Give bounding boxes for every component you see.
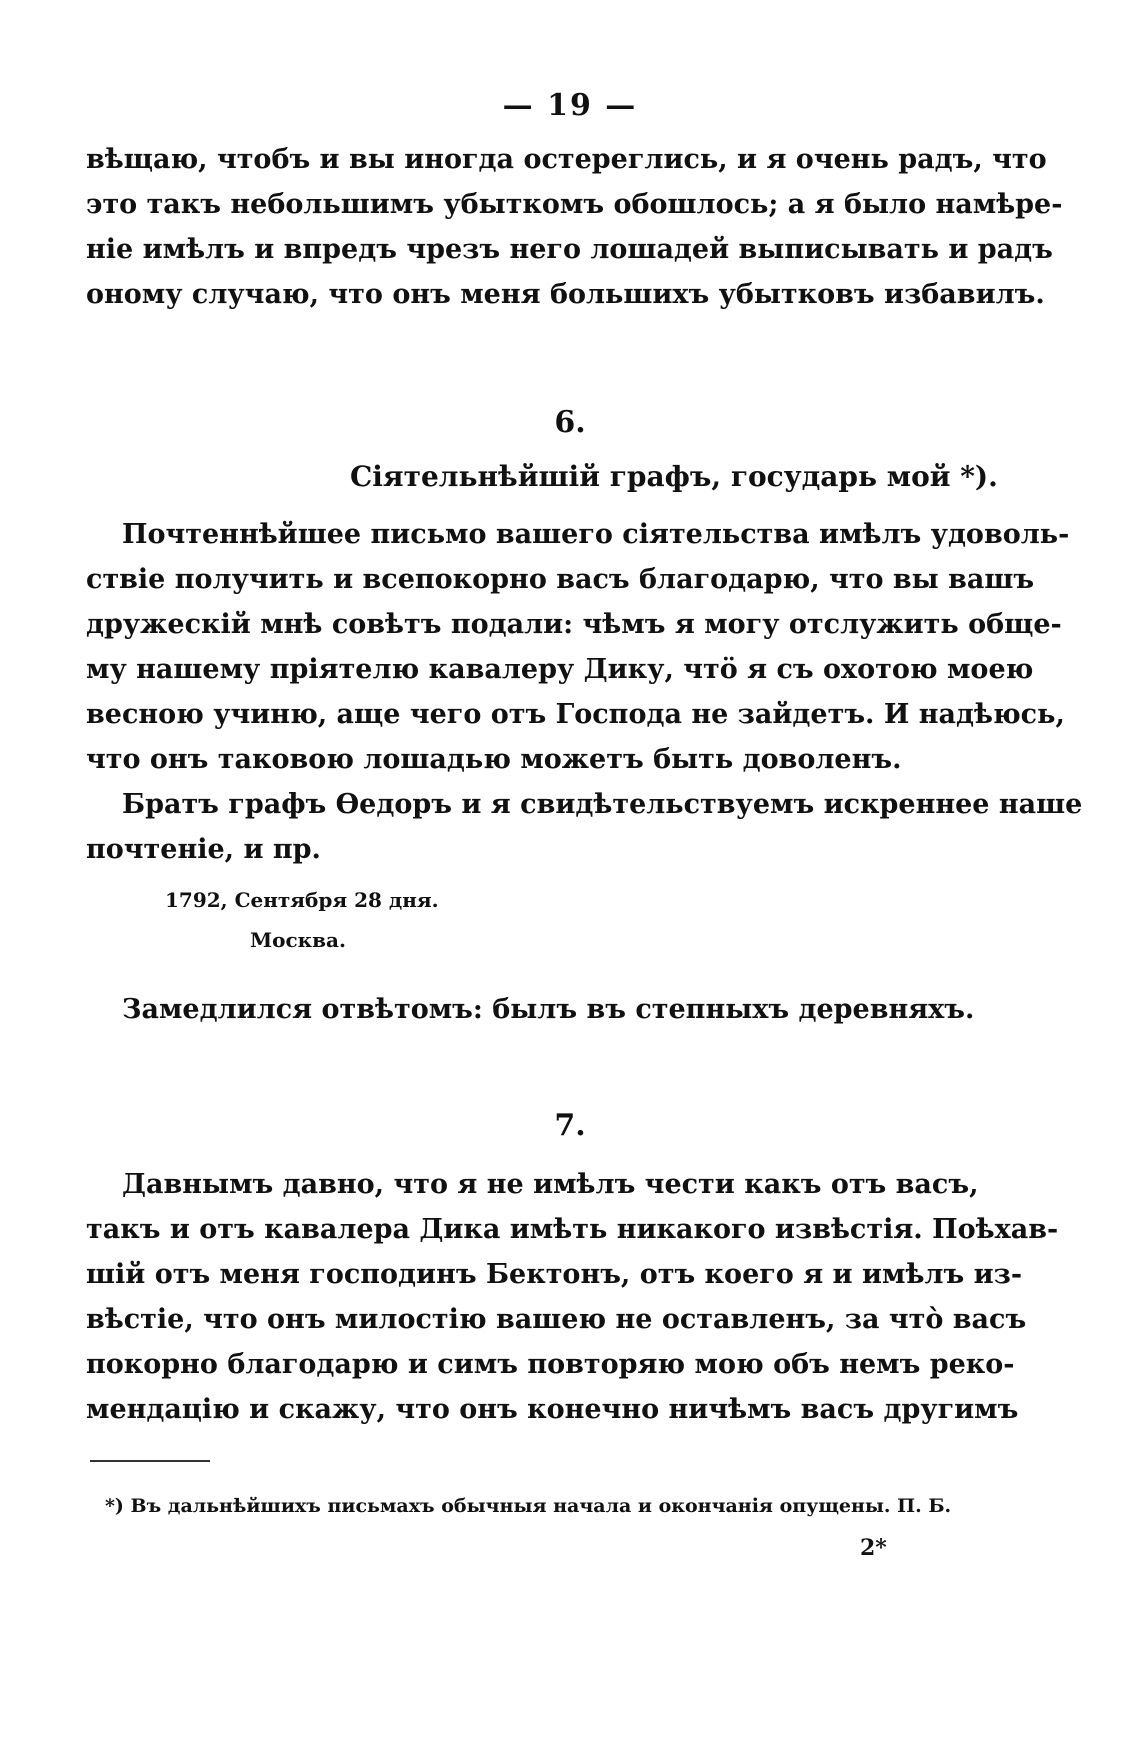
text-line: такъ и отъ кавалера Дика имѣть никакого извѣстія. Поѣхав- — [86, 1214, 1059, 1245]
footnote: *) Въ дальнѣйшихъ письмахъ обычныя начала и окончанія опущены. П. Б. — [105, 1495, 952, 1517]
letter-number: 7. — [554, 1108, 586, 1143]
text-line: шій отъ меня господинъ Бектонъ, отъ коего я и имѣлъ из- — [86, 1259, 1023, 1290]
text-line: Давнымъ давно, что я не имѣлъ чести какъ отъ васъ, — [122, 1169, 979, 1200]
letter-date: 1792, Сентября 28 дня. — [165, 888, 439, 912]
text-line: вѣстіе, что онъ милостію вашею не оставленъ, за чтò васъ — [86, 1304, 1027, 1335]
text-line: вѣщаю, чтобъ и вы иногда остереглись, и я очень радъ, что — [86, 144, 1047, 175]
text-line: это такъ небольшимъ убыткомъ обошлось; а я было намѣре- — [86, 189, 1063, 220]
text-line: оному случаю, что онъ меня большихъ убытковъ избавилъ. — [86, 279, 1045, 310]
text-line: что онъ таковою лошадью можетъ быть доволенъ. — [86, 744, 902, 775]
salutation: Сіятельнѣйшій графъ, государь мой *). — [350, 460, 998, 493]
text-line: покорно благодарю и симъ повторяю мою объ немъ реко- — [86, 1349, 1015, 1380]
page-number: — 19 — — [502, 88, 638, 123]
text-line: весною учиню, аще чего отъ Господа не зайдетъ. И надѣюсь, — [86, 699, 1065, 730]
letter-number: 6. — [554, 405, 586, 440]
letter-place: Москва. — [250, 928, 346, 952]
text-line: мендацію и скажу, что онъ конечно ничѣмъ васъ другимъ — [86, 1394, 1019, 1425]
text-line: почтеніе, и пр. — [86, 834, 321, 865]
text-line: ствіе получить и всепокорно васъ благодарю, что вы вашъ — [86, 564, 1035, 595]
text-line: ніе имѣлъ и впредъ чрезъ него лошадей выписывать и радъ — [86, 234, 1053, 265]
text-line: му нашему пріятелю кавалеру Дику, чтö я съ охотою моею — [86, 654, 1034, 685]
text-line: Братъ графъ Ѳедоръ и я свидѣтельствуемъ искреннее наше — [122, 789, 1083, 820]
signature-mark: 2* — [860, 1535, 887, 1561]
footnote-rule — [90, 1460, 210, 1462]
editor-note: Замедлился отвѣтомъ: былъ въ степныхъ деревняхъ. — [122, 994, 975, 1025]
text-line: дружескій мнѣ совѣтъ подали: чѣмъ я могу отслужить обще- — [86, 609, 1062, 640]
text-line: Почтеннѣйшее письмо вашего сіятельства имѣлъ удоволь- — [122, 519, 1070, 550]
